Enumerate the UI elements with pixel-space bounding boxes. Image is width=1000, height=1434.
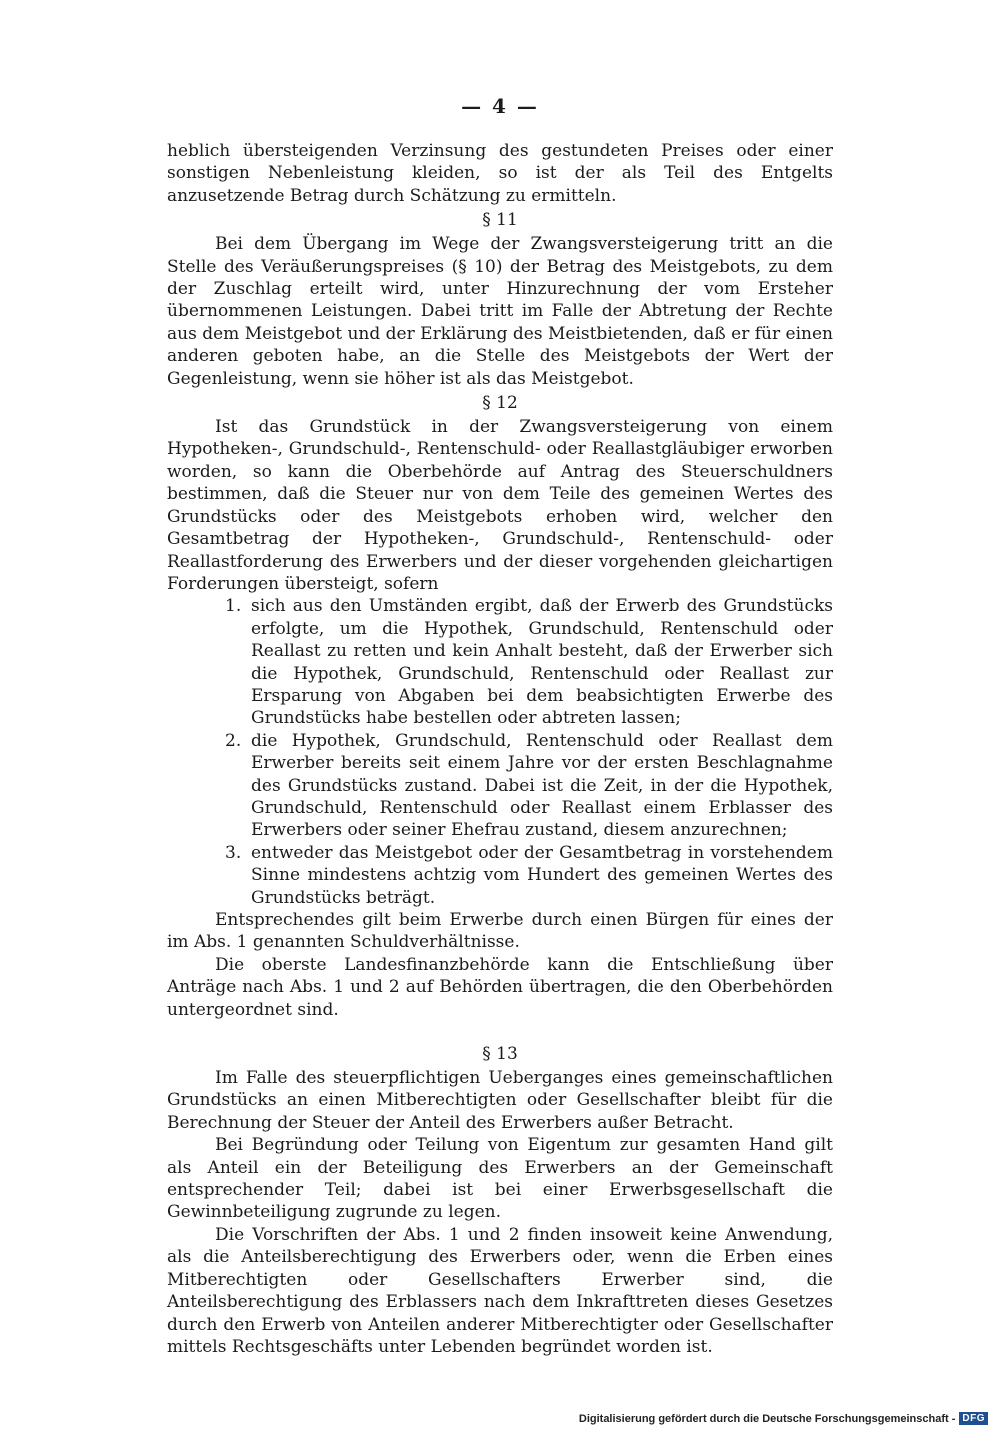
digitization-footer: [579, 1412, 988, 1425]
section-13-paragraph-3: Die Vorschriften der Abs. 1 und 2 finden insoweit keine Anwendung, als die Anteilsberechtigung des Erwerbers oder, wenn die Erben eines Mitberechtigten oder Gesellschafters Erwerber sind, die Anteilsberechtigung des Erblassers nach dem Inkrafttreten dieses Gesetzes durch den Erwerb von Anteilen anderer Mitberechtigter oder Gesellschafter mittels Rechtsgeschäfts unter Lebenden begründet worden ist.: [167, 1224, 833, 1357]
dfg-logo: DFG: [959, 1412, 988, 1425]
list-item: [167, 730, 833, 842]
list-item-number: 1.: [225, 596, 242, 617]
list-item-number: 3.: [225, 842, 242, 863]
section-13-heading: § 13: [482, 1044, 518, 1065]
list-item-text: sich aus den Umständen ergibt, daß der Erwerb des Grundstücks erfolgte, um die Hypothek, Grundschuld, Rentenschuld oder Reallast zu retten und kein Anhalt besteht, daß der Erwerber sich die Hypothek, Grundschuld, Rentenschuld oder Reallast zur Ersparung von Abgaben bei dem beabsichtigten Erwerbe des Grundstücks habe bestellen oder abtreten lassen;: [251, 596, 833, 729]
section-12-list: [167, 595, 833, 909]
section-12-heading: § 12: [482, 393, 518, 414]
section-12-after-2: Die oberste Landesfinanzbehörde kann die Entschließung über Anträge nach Abs. 1 und 2 auf Behörden übertragen, die den Oberbehörden untergeordnet sind.: [167, 954, 833, 1020]
section-12-after-1: Entsprechendes gilt beim Erwerbe durch einen Bürgen für eines der im Abs. 1 genannten Schuldverhältnisse.: [167, 910, 833, 953]
section-13-paragraph-2: Bei Begründung oder Teilung von Eigentum zur gesamten Hand gilt als Anteil ein der Beteiligung des Erwerbers an der Gemeinschaft entsprechender Teil; dabei ist bei einer Erwerbsgesellschaft die Gewinnbeteiligung zugrunde zu legen.: [167, 1135, 833, 1223]
footer-text: Digitalisierung gefördert durch die Deutsche Forschungsgemeinschaft -: [578, 1412, 956, 1425]
document-body: [167, 140, 833, 1358]
intro-paragraph: heblich übersteigenden Verzinsung des gestundeten Preises oder einer sonstigen Nebenleistung kleiden, so ist der als Teil des Entgelts anzusetzende Betrag durch Schätzung zu ermitteln.: [167, 141, 833, 206]
section-13-paragraph-1: Im Falle des steuerpflichtigen Ueberganges eines gemeinschaftlichen Grundstücks an einen Mitberechtigten oder Gesellschafter bleibt für die Berechnung der Steuer der Anteil des Erwerbers außer Betracht.: [167, 1068, 833, 1133]
section-12-text: Ist das Grundstück in der Zwangsversteigerung von einem Hypotheken-, Grundschuld-, Rentenschuld- oder Reallastgläubiger erworben worden, so kann die Oberbehörde auf Antrag des Steuerschuldners bestimmen, daß die Steuer nur von dem Teile des gemeinen Wertes des Grundstücks oder des Meistgebots erhoben wird, welcher den Gesamtbetrag der Hypotheken-, Grundschuld-, Rentenschuld- oder Reallastforderung des Erwerbers und der dieser vorgehenden gleichartigen Forderungen übersteigt, sofern: [167, 417, 833, 594]
list-item: [167, 842, 833, 909]
section-11-text: Bei dem Übergang im Wege der Zwangsversteigerung tritt an die Stelle des Veräußerungspreises (§ 10) der Betrag des Meistgebots, zu dem der Zuschlag erteilt wird, unter Hinzurechnung der vom Ersteher übernommenen Leistungen. Dabei tritt im Falle der Abtretung der Rechte aus dem Meistgebot und der Erklärung des Meistbietenden, daß er für einen anderen geboten habe, an die Stelle des Meistgebots der Wert der Gegenleistung, wenn sie höher ist als das Meistgebot.: [167, 234, 833, 389]
section-11-heading: § 11: [482, 210, 518, 231]
page-number: — 4 —: [461, 94, 539, 118]
list-item: [167, 595, 833, 729]
list-item-number: 2.: [225, 730, 242, 751]
list-item-text: entweder das Meistgebot oder der Gesamtbetrag in vorstehendem Sinne mindestens achtzig vom Hundert des gemeinen Wertes des Grundstücks beträgt.: [251, 842, 833, 908]
list-item-text: die Hypothek, Grundschuld, Rentenschuld oder Reallast dem Erwerber bereits seit einem Jahre vor der ersten Beschlagnahme des Grundstücks zustand. Dabei ist die Zeit, in der die Hypothek, Grundschuld, Rentenschuld oder Reallast einem Erblasser des Erwerbers oder seiner Ehefrau zustand, diesem anzurechnen;: [251, 730, 833, 841]
